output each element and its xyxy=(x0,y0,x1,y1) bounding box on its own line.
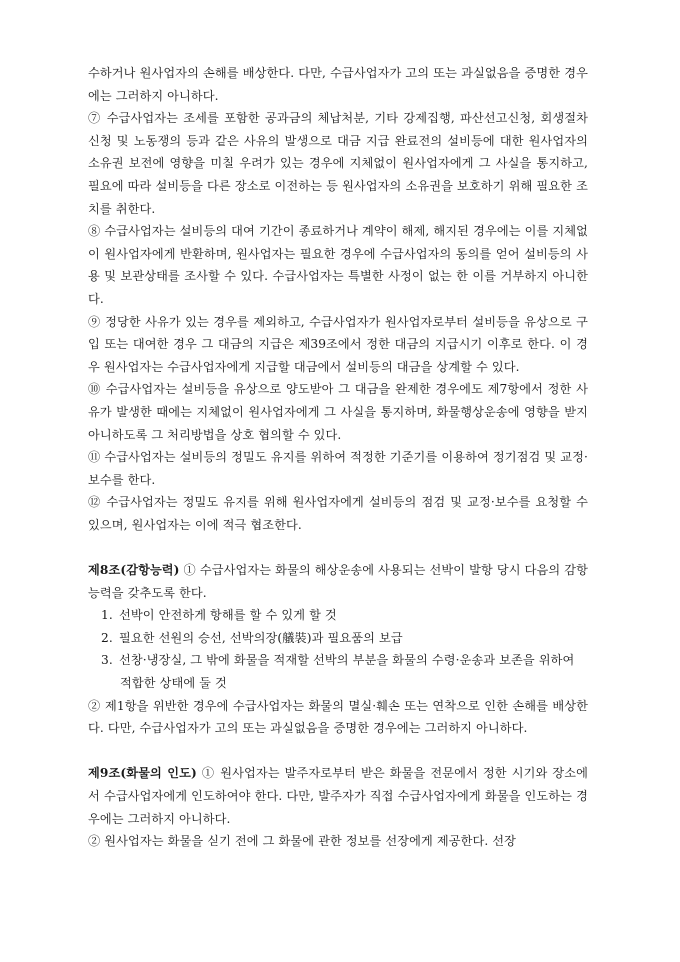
article-paragraph xyxy=(88,559,588,604)
list-item-text: 선박이 안전하게 항해를 할 수 있게 할 것 xyxy=(119,608,337,623)
paragraph: ⑨ 정당한 사유가 있는 경우를 제외하고, 수급사업자가 원사업자로부터 설비등을 유상으로 구입 또는 대여한 경우 그 대금의 지급은 제39조에서 정한 대금의 지급시기 이후로 한다. 이 경우 원사업자는 수급사업자에게 지급할 대금에서 설비등의 대금을 상계할 수 있다. xyxy=(88,314,588,374)
paragraph: ⑦ 수급사업자는 조세를 포함한 공과금의 체납처분, 기타 강제집행, 파산선고신청, 회생절차 신청 및 노동쟁의 등과 같은 사유의 발생으로 대금 지급 완료전의 설비등에 대한 원사업자의 소유권 보전에 영향을 미칠 우려가 있는 경우에 지체없이 원사업자에게 그 사실을 통지하고, 필요에 따라 설비등을 다른 장소로 이전하는 등 원사업자의 소유권을 보호하기 위해 필요한 조치를 취한다. xyxy=(88,111,588,216)
document-body xyxy=(88,62,588,853)
article-paragraph xyxy=(88,762,588,830)
paragraph-gap xyxy=(88,740,588,763)
article-heading: 제9조(화물의 인도) xyxy=(88,766,197,781)
paragraph: ⑩ 수급사업자는 설비등을 유상으로 양도받아 그 대금을 완제한 경우에도 제7항에서 정한 사유가 발생한 때에는 지체없이 원사업자에게 그 사실을 통지하며, 화물행상운송에 영향을 받지 아니하도록 그 처리방법을 상호 협의할 수 있다. xyxy=(88,382,588,442)
list-item xyxy=(88,627,588,650)
paragraph: ⑪ 수급사업자는 설비등의 정밀도 유지를 위하여 적정한 기준기를 이용하여 정기점검 및 교정·보수를 한다. xyxy=(88,450,588,487)
paragraph: ⑧ 수급사업자는 설비등의 대여 기간이 종료하거나 계약이 해제, 해지된 경우에는 이를 지체없이 원사업자에게 반환하며, 원사업자는 필요한 경우에 수급사업자의 동의를 얻어 설비등의 사용 및 보관상태를 조사할 수 있다. 수급사업자는 특별한 사정이 없는 한 이를 거부하지 아니한다. xyxy=(88,224,588,306)
list-item-text: 선창·냉장실, 그 밖에 화물을 적재할 선박의 부분을 화물의 수령·운송과 보존을 위하여 적합한 상태에 둘 것 xyxy=(119,653,575,691)
list-item xyxy=(88,649,588,694)
paragraph: 수하거나 원사업자의 손해를 배상한다. 다만, 수급사업자가 고의 또는 과실없음을 증명한 경우에는 그러하지 아니하다. xyxy=(88,66,588,103)
list-item-number: 1. xyxy=(101,608,113,623)
paragraph: ② 제1항을 위반한 경우에 수급사업자는 화물의 멸실·훼손 또는 연착으로 인한 손해를 배상한다. 다만, 수급사업자가 고의 또는 과실없음을 증명한 경우에는 그러하지 아니하다. xyxy=(88,698,588,736)
article-text: ① 원사업자는 발주자로부터 받은 화물을 전문에서 정한 시기와 장소에서 수급사업자에게 인도하여야 한다. 다만, 발주자가 직접 수급사업자에게 화물을 인도하는 경우에는 그러하지 아니하다. xyxy=(88,766,588,826)
list-item-number: 2. xyxy=(101,630,113,645)
paragraph: ⑫ 수급사업자는 정밀도 유지를 위해 원사업자에게 설비등의 점검 및 교정·보수를 요청할 수 있으며, 원사업자는 이에 적극 협조한다. xyxy=(88,495,588,532)
list-item-text: 필요한 선원의 승선, 선박의장(艤裝)과 필요품의 보급 xyxy=(119,630,403,645)
article-heading: 제8조(감항능력) xyxy=(88,563,180,578)
list-item-number: 3. xyxy=(101,653,113,668)
article-text: ① 수급사업자는 화물의 해상운송에 사용되는 선박이 발항 당시 다음의 감항능력을 갖추도록 한다. xyxy=(88,563,588,600)
paragraph: ② 원사업자는 화물을 싣기 전에 그 화물에 관한 정보를 선장에게 제공한다. 선장 xyxy=(88,834,517,849)
paragraph-gap xyxy=(88,536,588,559)
list-item xyxy=(88,604,588,627)
